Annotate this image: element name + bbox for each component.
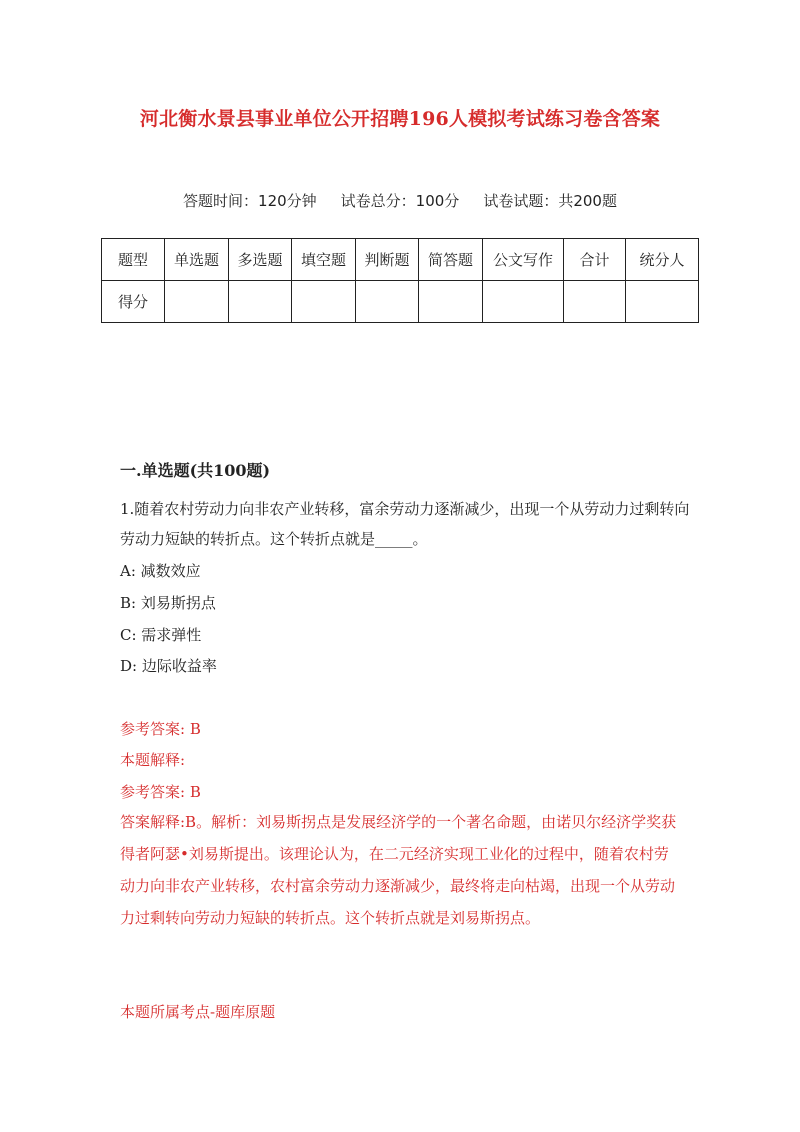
score-header-cell: 简答题 (419, 239, 483, 281)
score-header-cell: 题型 (102, 239, 165, 281)
exam-total-score: 试卷总分：100分 (340, 192, 460, 210)
score-table-header-row (102, 239, 699, 281)
exam-total-questions: 试卷试题：共200题 (483, 192, 617, 210)
question-stem: 1.随着农村劳动力向非农产业转移，富余劳动力逐渐减少，出现一个从劳动力过剩转向劳动力短缺的转折点。这个转折点就是_____。 (120, 500, 690, 548)
option-b: B: 刘易斯拐点 (120, 594, 216, 612)
score-header-cell: 填空题 (292, 239, 356, 281)
document-title: 河北衡水景县事业单位公开招聘196人模拟考试练习卷含答案 (139, 108, 661, 130)
exam-info (0, 190, 800, 211)
score-header-cell: 统分人 (626, 239, 699, 281)
explanation-label: 本题解释: (120, 751, 186, 769)
score-header-cell: 判断题 (356, 239, 419, 281)
score-table-score-row (102, 281, 699, 323)
score-cell-empty[interactable] (564, 281, 626, 323)
score-header-cell: 多选题 (229, 239, 292, 281)
score-cell-empty[interactable] (229, 281, 292, 323)
score-cell-empty[interactable] (483, 281, 564, 323)
score-header-cell: 单选题 (165, 239, 229, 281)
option-c: C: 需求弹性 (120, 626, 202, 644)
score-header-cell: 合计 (564, 239, 626, 281)
score-table (101, 238, 699, 323)
score-row-label: 得分 (102, 281, 165, 323)
option-d: D: 边际收益率 (120, 657, 217, 675)
answer-explanation: 答案解释:B。解析：刘易斯拐点是发展经济学的一个著名命题，由诺贝尔经济学奖获得者阿瑟•刘易斯提出。该理论认为，在二元经济实现工业化的过程中，随着农村劳动力向非农产业转移，农村富余劳动力逐渐减少，最终将走向枯竭，出现一个从劳动力过剩转向劳动力短缺的转折点。这个转折点就是刘易斯拐点。 (120, 813, 677, 927)
score-header-cell: 公文写作 (483, 239, 564, 281)
exam-time: 答题时间：120分钟 (183, 192, 317, 210)
option-a: A: 减数效应 (120, 562, 201, 580)
score-cell-empty[interactable] (165, 281, 229, 323)
question-source: 本题所属考点-题库原题 (120, 1003, 276, 1021)
score-cell-empty[interactable] (626, 281, 699, 323)
reference-answer-repeat: 参考答案: B (120, 783, 201, 801)
section-title: 一.单选题(共100题) (120, 461, 271, 480)
score-cell-empty[interactable] (419, 281, 483, 323)
reference-answer: 参考答案: B (120, 720, 201, 738)
score-cell-empty[interactable] (292, 281, 356, 323)
score-cell-empty[interactable] (356, 281, 419, 323)
